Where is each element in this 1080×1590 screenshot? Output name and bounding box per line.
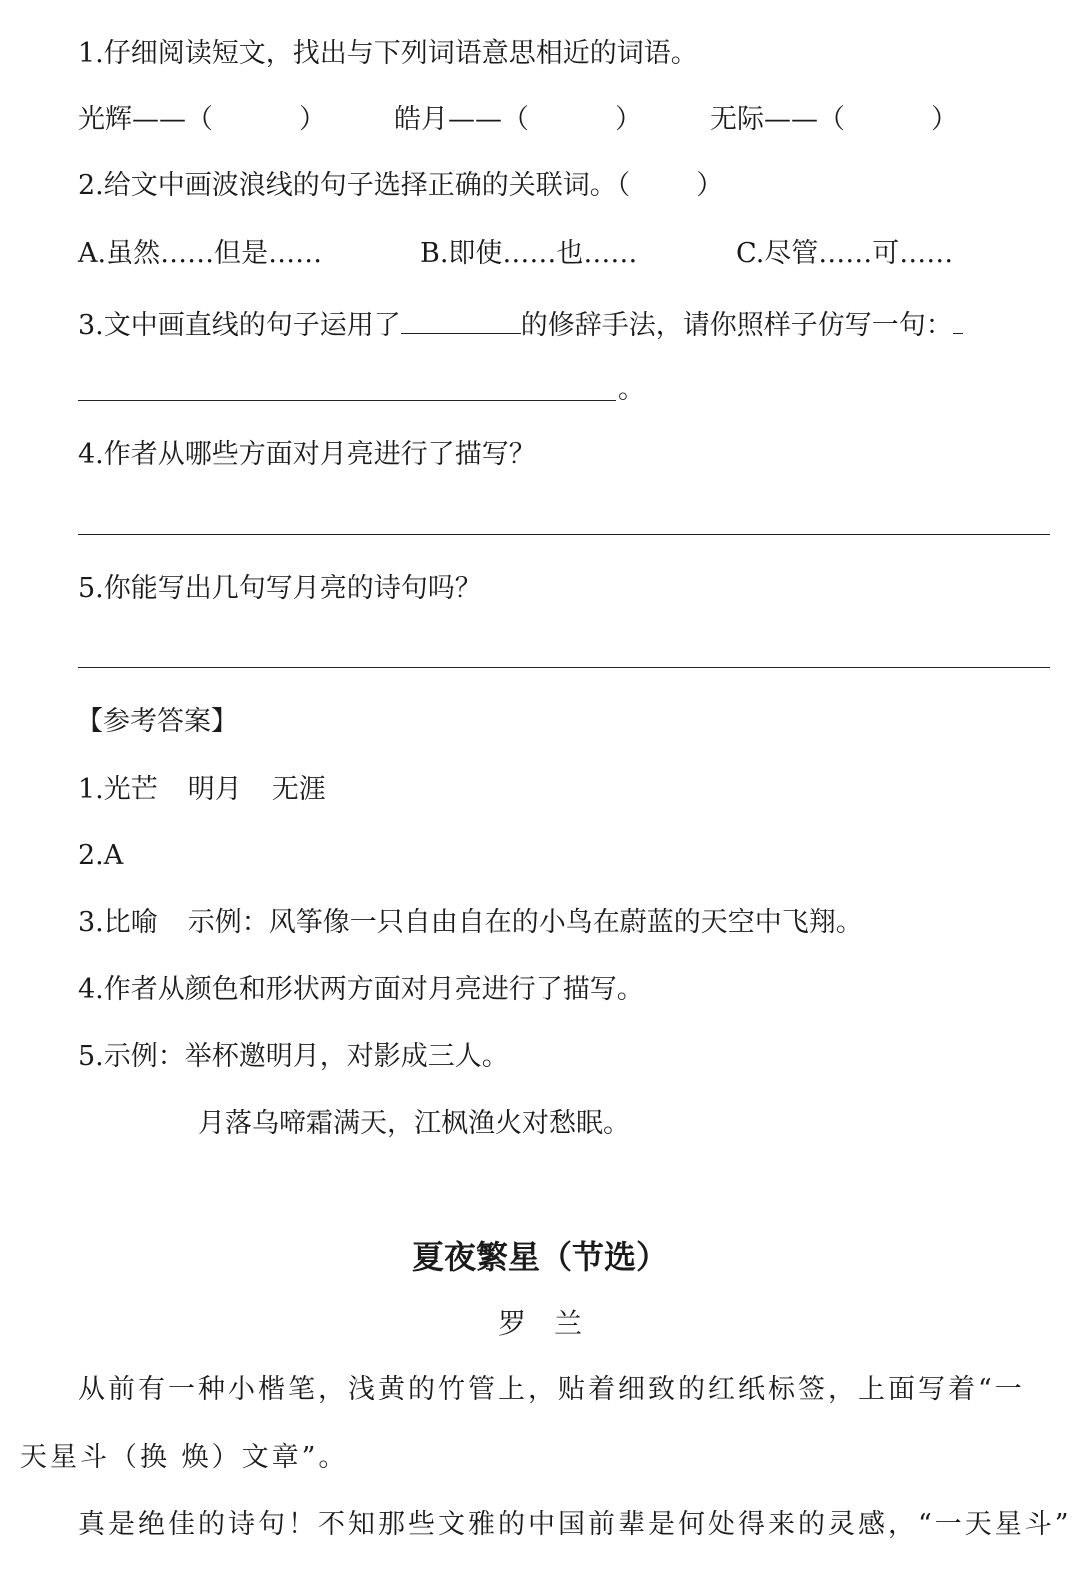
paragraph-1-line-2: 天星斗（换 焕）文章”。 xyxy=(20,1442,349,1473)
article-author: 罗兰 xyxy=(497,1307,610,1340)
answer-2: 2.A xyxy=(78,840,124,871)
answer-5-label: 5.示例： xyxy=(78,1041,185,1072)
question-4: 4.作者从哪些方面对月亮进行了描写？ xyxy=(78,439,536,470)
option-b: B.即使……也…… xyxy=(420,238,638,269)
answer-3-label: 3.比喻 xyxy=(78,907,158,938)
answer-5-line-2: 月落乌啼霜满天，江枫渔火对愁眠。 xyxy=(198,1108,630,1139)
article-title: 夏夜繁星（节选） xyxy=(411,1238,668,1276)
item-wuji: 无际——（ xyxy=(710,104,845,135)
answer-1-word-2: 明月 xyxy=(187,774,242,805)
answer-1 xyxy=(78,772,326,808)
answer-3-text: 示例：风筝像一只自由自在的小鸟在蔚蓝的天空中飞翔。 xyxy=(187,907,863,938)
question-5: 5.你能写出几句写月亮的诗句吗？ xyxy=(78,573,482,604)
question-1-items xyxy=(78,102,958,138)
answer-1-word-3: 无涯 xyxy=(271,774,326,805)
item-guanghui: 光辉——（ xyxy=(78,104,213,135)
paragraph-2-line-1: 真是绝佳的诗句！不知那些文雅的中国前辈是何处得来的灵感，“一天星斗” xyxy=(78,1509,1072,1540)
answer-blank-start[interactable] xyxy=(953,303,963,334)
option-c: C.尽管……可…… xyxy=(736,238,954,269)
answer-1-word-1: 1.光芒 xyxy=(78,774,158,805)
question-3 xyxy=(78,303,963,344)
question-1: 1.仔细阅读短文，找出与下列词语意思相近的词语。 xyxy=(78,38,698,69)
question-2 xyxy=(78,168,723,204)
answer-5 xyxy=(78,1039,509,1075)
question-3-text-a: 3.文中画直线的句子运用了 xyxy=(78,310,401,341)
answer-line-q4[interactable] xyxy=(78,534,1050,535)
answer-4: 4.作者从颜色和形状两方面对月亮进行了描写。 xyxy=(78,974,644,1005)
paragraph-1-line-1: 从前有一种小楷笔，浅黄的竹管上，贴着细致的红纸标签，上面写着“一 xyxy=(78,1374,1025,1405)
answer-line-q5[interactable] xyxy=(78,667,1050,668)
question-3-text-b: 的修辞手法，请你照样子仿写一句： xyxy=(520,310,953,341)
item-close: ） xyxy=(931,104,958,135)
answer-blank-rhetoric[interactable] xyxy=(401,303,521,334)
item-close: ） xyxy=(299,104,326,135)
answer-3 xyxy=(78,905,863,941)
item-close: ） xyxy=(615,104,642,135)
question-2-text: 2.给文中画波浪线的句子选择正确的关联词。（ xyxy=(78,170,631,201)
question-3-end: 。 xyxy=(618,374,645,405)
question-2-close: ） xyxy=(696,170,724,201)
answer-5-line-1: 举杯邀明月，对影成三人。 xyxy=(184,1041,509,1072)
answer-line-q3[interactable] xyxy=(78,400,616,401)
answers-heading: 【参考答案】 xyxy=(76,706,238,737)
item-haoyue: 皓月——（ xyxy=(394,104,529,135)
option-a: A.虽然……但是…… xyxy=(78,238,323,269)
